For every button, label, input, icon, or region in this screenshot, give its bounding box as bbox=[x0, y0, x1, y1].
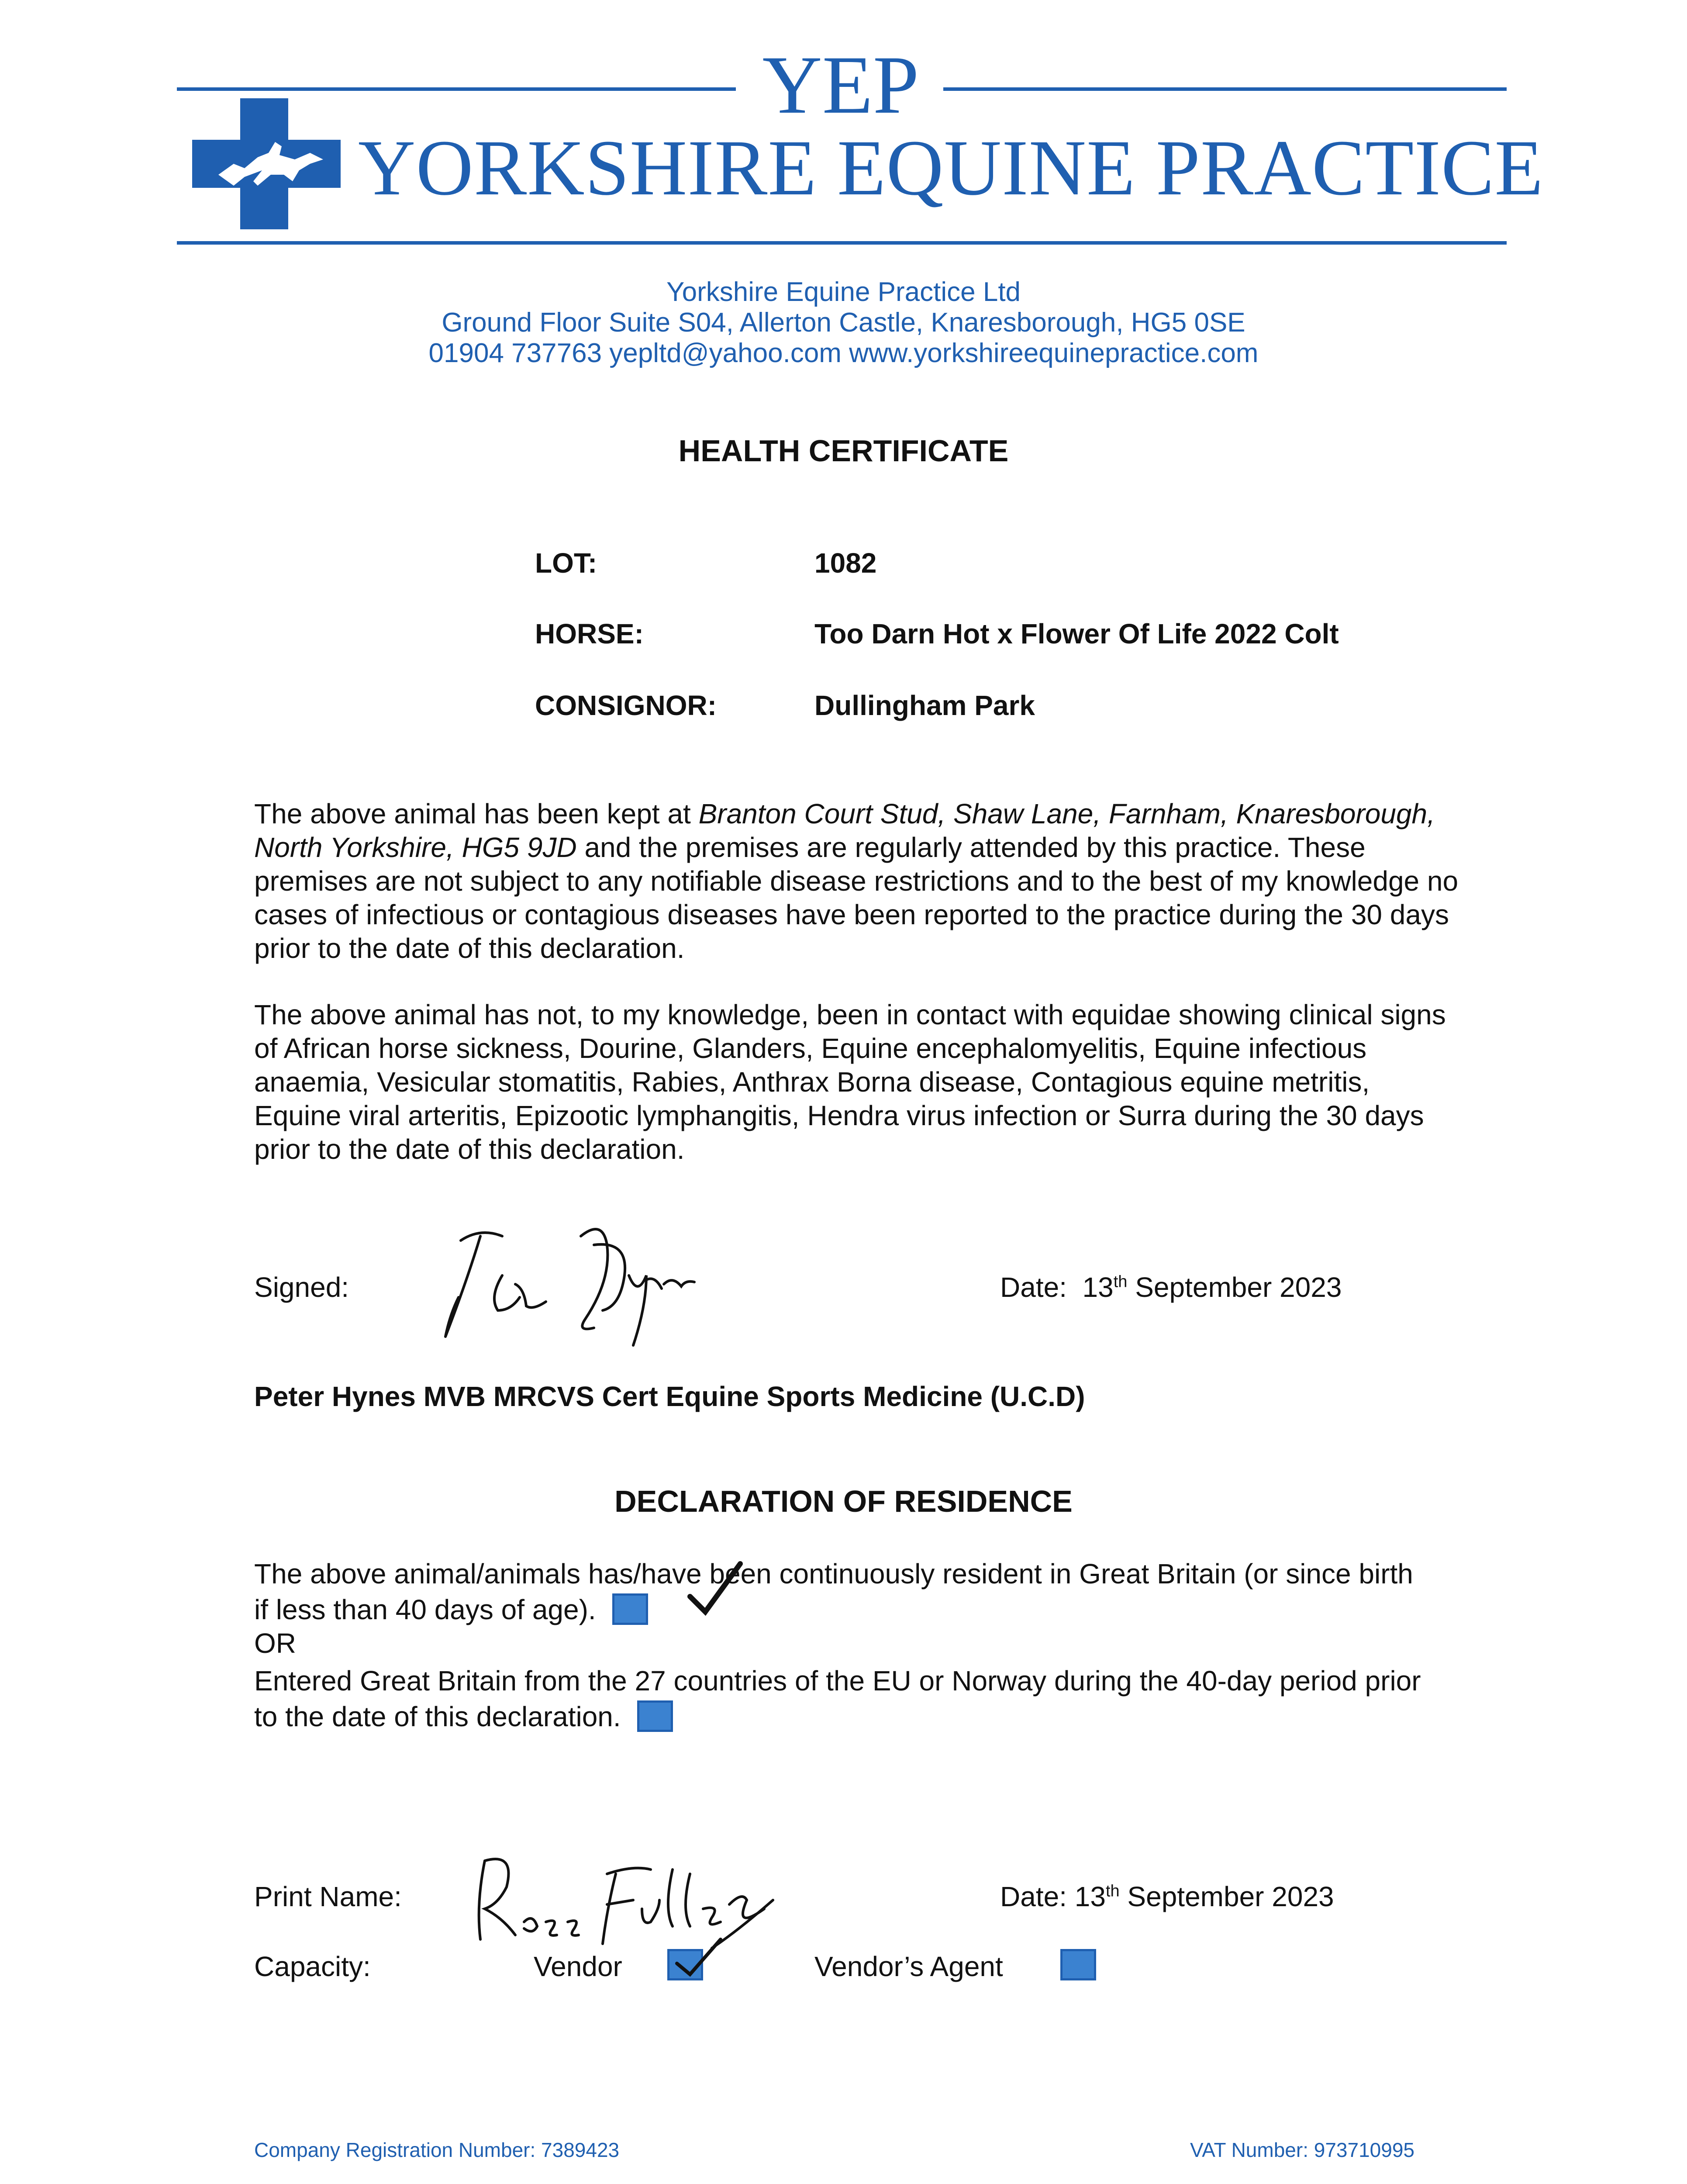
yep-monogram: YEP bbox=[762, 39, 919, 131]
cross-horse-logo-icon bbox=[192, 98, 341, 229]
capacity-label: Capacity: bbox=[254, 1951, 371, 1982]
option2-checkbox[interactable] bbox=[637, 1700, 673, 1732]
consignor-label: CONSIGNOR: bbox=[535, 690, 717, 721]
option1-checkbox[interactable] bbox=[612, 1593, 648, 1625]
company-address: Ground Floor Suite S04, Allerton Castle, Knaresborough, HG5 0SE bbox=[442, 308, 1245, 338]
vendor-label: Vendor bbox=[534, 1951, 622, 1982]
vat-number: VAT Number: 973710995 bbox=[1190, 2139, 1414, 2161]
lot-label: LOT: bbox=[535, 547, 597, 579]
company-contact: 01904 737763 yepltd@yahoo.com www.yorkshireequinepractice.com bbox=[428, 338, 1259, 368]
company-name: Yorkshire Equine Practice Ltd bbox=[666, 277, 1021, 307]
declaration-title: DECLARATION OF RESIDENCE bbox=[614, 1484, 1073, 1518]
or-text: OR bbox=[254, 1628, 296, 1659]
print-name-label: Print Name: bbox=[254, 1881, 402, 1912]
declaration-option2: Entered Great Britain from the 27 countries of the EU or Norway during the 40-day period prior to the date of this declaration. bbox=[254, 1665, 1421, 1732]
company-registration: Company Registration Number: 7389423 bbox=[254, 2139, 620, 2161]
signed-date: Date: 13th September 2023 bbox=[1000, 1272, 1342, 1303]
disease-paragraph: The above animal has not, to my knowledge, been in contact with equidae showing clinical signs of African horse sickness, Dourine, Glanders, Equine encephalomyelitis, Equine infectious anaemia, Vesicular stomatitis, Rabies, Anthrax Borna disease, Contagious equine metritis, Equine viral arteritis, Epizootic lymphangitis, Hendra virus infection or Surra during the 30 days prior to the date of this declaration. bbox=[254, 999, 1446, 1165]
premises-paragraph: The above animal has been kept at Branton Court Stud, Shaw Lane, Farnham, Knaresborough, North Yorkshire, HG5 9JD and the premises are regularly attended by this practice. These premises are not subject to any notifiable disease restrictions and to the best of my knowledge no cases of infectious or contagious diseases have been reported to the practice during the 30 days prior to the date of this declaration. bbox=[254, 798, 1459, 964]
practice-name: YORKSHIRE EQUINE PRACTICE bbox=[358, 124, 1544, 212]
vendor-date: Date: 13th September 2023 bbox=[1000, 1881, 1334, 1912]
consignor-value: Dullingham Park bbox=[814, 690, 1035, 721]
agent-checkbox[interactable] bbox=[1060, 1949, 1096, 1980]
header-rule-bottom bbox=[177, 241, 1507, 245]
certificate-title: HEALTH CERTIFICATE bbox=[678, 434, 1009, 468]
signed-label: Signed: bbox=[254, 1272, 349, 1303]
vet-name: Peter Hynes MVB MRCVS Cert Equine Sports Medicine (U.C.D) bbox=[254, 1381, 1085, 1412]
vendor-check-mark-icon bbox=[673, 1931, 725, 1983]
declaration-option1: The above animal/animals has/have been continuously resident in Great Britain (or since birth if less than 40 days of age). bbox=[254, 1558, 1413, 1625]
vendor-signature bbox=[467, 1843, 782, 1957]
horse-value: Too Darn Hot x Flower Of Life 2022 Colt bbox=[814, 618, 1339, 650]
lot-value: 1082 bbox=[814, 547, 877, 579]
header-rule-right bbox=[943, 87, 1507, 91]
agent-label: Vendor’s Agent bbox=[814, 1951, 1003, 1982]
vet-signature bbox=[419, 1210, 734, 1354]
option1-check-mark-icon bbox=[681, 1559, 747, 1625]
premises-address: Branton Court Stud, Shaw Lane, Farnham, Knaresborough, North Yorkshire, HG5 9JD bbox=[254, 798, 1435, 863]
horse-label: HORSE: bbox=[535, 618, 644, 650]
header-rule-left bbox=[177, 87, 736, 91]
